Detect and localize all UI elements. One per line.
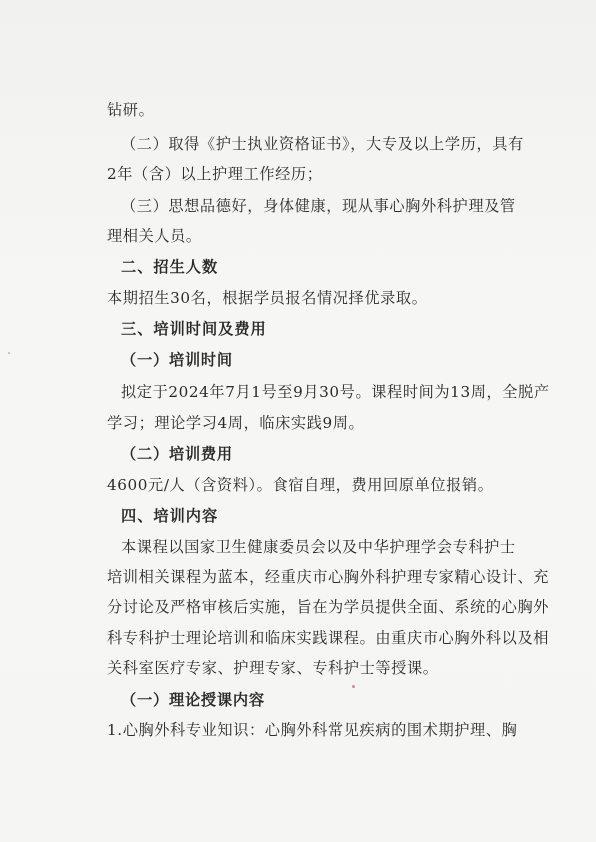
subsection-heading: （一）培训时间 (121, 351, 233, 369)
text-line: 科专科护士理论培训和临床实践课程。由重庆市心胸外科以及相 (107, 629, 550, 647)
text-line: 关科室医疗专家、护理专家、专科护士等授课。 (107, 659, 439, 677)
text-line: 本课程以国家卫生健康委员会以及中华护理学会专科护士 (121, 538, 516, 556)
scan-speck (8, 352, 10, 354)
subsection-heading: （一）理论授课内容 (121, 691, 265, 709)
text-line: 培训相关课程为蓝本，经重庆市心胸外科护理专家精心设计、充 (107, 568, 550, 586)
section-heading: 二、招生人数 (121, 258, 219, 276)
text-line: 钻研。 (107, 101, 155, 119)
scan-speck (352, 685, 355, 688)
text-line: （二）取得《护士执业资格证书》，大专及以上学历，具有 (121, 135, 524, 153)
subsection-heading: （二）培训费用 (121, 445, 233, 463)
text-line: 本期招生30名，根据学员报名情况择优录取。 (107, 289, 428, 307)
section-heading: 四、培训内容 (121, 507, 219, 525)
text-line: 拟定于2024年7月1号至9月30号。课程时间为13周，全脱产 (121, 383, 550, 401)
text-line: 4600元/人（含资料）。食宿自理，费用回原单位报销。 (107, 476, 494, 494)
text-line: （三）思想品德好，身体健康，现从事心胸外科护理及管 (121, 197, 516, 215)
text-line: 分讨论及严格审核后实施，旨在为学员提供全面、系统的心胸外 (107, 598, 550, 616)
text-line: 理相关人员。 (107, 227, 202, 245)
text-line: 2年（含）以上护理工作经历； (107, 165, 323, 183)
text-line: 学习；理论学习4周，临床实践9周。 (107, 414, 365, 432)
section-heading: 三、培训时间及费用 (121, 320, 267, 338)
text-line: 1.心胸外科专业知识：心胸外科常见疾病的围术期护理、胸 (107, 721, 518, 739)
